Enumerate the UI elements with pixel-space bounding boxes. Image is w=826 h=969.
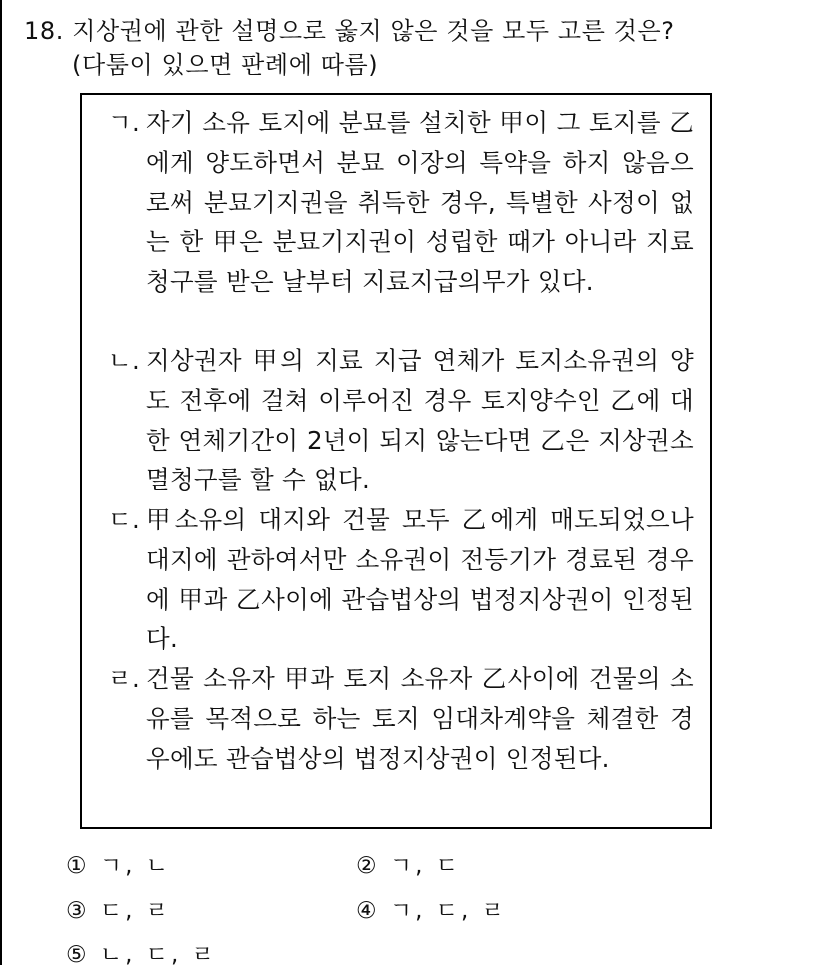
answer-choice-5[interactable]: ⑤ ㄴ, ㄷ, ㄹ xyxy=(66,942,217,968)
statement-text: 甲소유의 대지와 건물 모두 乙에게 매도되었으나 대지에 관하여서만 소유권이 전등기가 경료된 경우에 甲과 乙사이에 관습법상의 법정지상권이 인정된다. xyxy=(146,505,694,654)
statement-text: 지상권자 甲의 지료 지급 연체가 토지소유권의 양도 전후에 걸쳐 이루어진 경우 토지양수인 乙에 대한 연체기간이 2년이 되지 않는다면 乙은 지상권소멸청구를 할 수 없다. xyxy=(146,346,694,495)
question-title: 18. 지상권에 관한 설명으로 옳지 않은 것을 모두 고른 것은? xyxy=(24,17,675,45)
statement-text: 자기 소유 토지에 분묘를 설치한 甲이 그 토지를 乙에게 양도하면서 분묘 이장의 특약을 하지 않음으로써 분묘기지권을 취득한 경우, 특별한 사정이 없는 한 甲은 분묘기지권이 성립한 때가 아니라 지료청구를 받은 날부터 지료지급의무가 있다. xyxy=(146,108,694,297)
statement-marker: ㄹ. xyxy=(108,664,141,693)
answer-choice-4[interactable]: ④ ㄱ, ㄷ, ㄹ xyxy=(356,898,507,924)
answer-choices xyxy=(66,847,766,967)
statement-marker: ㄷ. xyxy=(108,505,141,534)
question-note: (다툼이 있으면 판례에 따름) xyxy=(72,51,379,79)
question-stem xyxy=(24,14,675,82)
statements-box xyxy=(80,93,712,829)
answer-choice-2[interactable]: ② ㄱ, ㄷ xyxy=(356,853,461,879)
statement-marker: ㄱ. xyxy=(108,108,141,137)
answer-choice-3[interactable]: ③ ㄷ, ㄹ xyxy=(66,898,171,924)
statement-text: 건물 소유자 甲과 토지 소유자 乙사이에 건물의 소유를 목적으로 하는 토지 임대차계약을 체결한 경우에도 관습법상의 법정지상권이 인정된다. xyxy=(146,664,694,773)
answer-choice-1[interactable]: ① ㄱ, ㄴ xyxy=(66,853,171,879)
statement-marker: ㄴ. xyxy=(108,346,141,375)
